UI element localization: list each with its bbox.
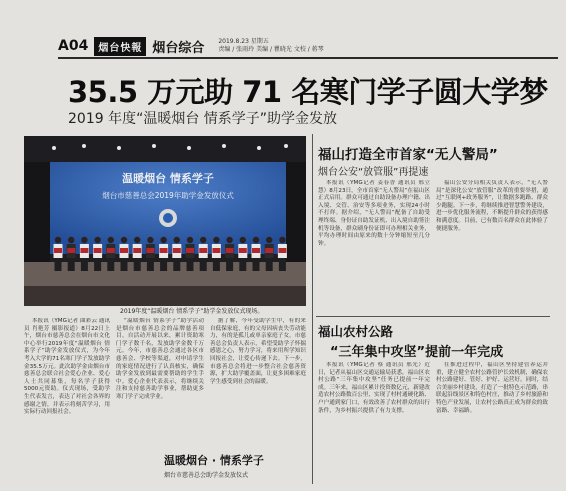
police-story-title: 福山打造全市首家“无人警局”	[318, 147, 498, 163]
photo-caption: 2019年度“温暖烟台 情系学子”助学金发放仪式现场。	[120, 308, 264, 315]
police-story-col-b	[436, 180, 548, 312]
main-story-col-1	[24, 318, 110, 486]
main-story-paragraph: 据了解，今年受助学生中，有的来自低保家庭，有的父母因病丧失劳动能力，有的是孤儿或单亲家庭子女。市慈善总会负责人表示，希望受助学子怀揣感恩之心，努力学习，将来用所学知识回报社会，让爱心传递下去。下一步，市慈善总会将进一步整合社会慈善资源，扩大助学覆盖面，让更多困难家庭学生感受到社会的温暖。	[210, 318, 306, 385]
masthead	[58, 36, 558, 56]
main-headline: 35.5 万元助 71 名寒门学子圆大学梦	[68, 75, 548, 109]
roads-story-paragraph: 本报讯（YMG记者 蔡 通讯员 邢光）近日，记者从福山区交通运输局获悉，福山区农村公路“三年集中攻坚”任务已提前一年完成。三年来，福山区累计投资数亿元，新建改造农村公路数百公里，实现了村村通硬化路、户户通到家门口，有效改善了农村群众的出行条件，为乡村振兴提供了有力支撑。	[318, 362, 430, 414]
roads-story-title: 福山农村公路	[318, 324, 394, 339]
police-story-paragraph: 福山公安分局相关负责人表示，“无人警局”是深化公安“放管服”改革的重要举措，通过“互联网+政务服务”，让数据多跑路、群众少跑腿。下一步，将继续推进智慧警务建设，进一步优化服务流程，不断提升群众的获得感和满意度。目前，已有数百名群众在此体验了便捷服务。	[436, 180, 548, 232]
promo-title: 温暖烟台 · 情系学子	[164, 454, 264, 467]
photo-banner-line1: 温暖烟台 情系学子	[122, 172, 214, 185]
photo-banner-line2: 烟台市慈善总会2019年助学金发放仪式	[102, 191, 234, 200]
police-story-paragraph: 本报讯（YMG记者 姜春香 通讯员 邢立慧）8月23日，全市首家“无人警局”在福山区正式启用。群众可通过自助设备办理户籍、出入境、交管、治安等多项业务，实现24小时不打烊。据介绍，“无人警局”配备了自助受理终端、身份证自助发证机、出入境自助签注机等设备，群众刷身份证即可办理相关业务，平均办理时间由原来的数十分钟缩短至几分钟。	[318, 180, 430, 247]
editors-credit: 责编 / 张雨玲 美编 / 瞿晓光 文校 / 蒋琴	[218, 46, 324, 53]
roads-story-subtitle: “三年集中攻坚”提前一年完成	[330, 345, 504, 360]
main-story-col-2	[116, 318, 204, 448]
section-title: 烟台综合	[152, 40, 205, 56]
main-story-col-3	[210, 318, 306, 448]
event-photo	[24, 136, 306, 306]
police-story-col-a	[318, 180, 430, 312]
column-divider	[312, 134, 313, 484]
promo-box	[164, 452, 314, 486]
masthead-meta	[218, 38, 323, 54]
newspaper-logo: 烟台快報	[94, 37, 146, 56]
main-story-paragraph: “温暖烟台 情系学子”助学活动是烟台市慈善总会的品牌慈善项目。自活动开展以来，累计资助寒门学子数千名，发放助学金数千万元。今年，市慈善总会通过各区市慈善会、学校等渠道，对申请学生的家庭情况进行了认真核实，确保助学金发放到最需要帮助的学生手中。爱心企业代表表示，将继续关注和支持慈善助学事业，帮助更多寒门学子完成学业。	[116, 318, 204, 400]
roads-story-col-b	[436, 362, 548, 486]
page-number: A04	[58, 38, 89, 54]
promo-subtitle: 烟台市慈善总会助学金发放仪式	[164, 472, 249, 479]
main-story-paragraph: 本报讯（YMG记者 曲彩云 通讯员 肖艳芳 摄影报道）8月22日上午，烟台市慈善总会在烟台市文化中心举行2019年度“温暖烟台 情系学子”助学金发放仪式，为今年考入大学的71名寒门学子发放助学金35.5万元。此次助学金由烟台市慈善总会联合社会爱心企业、爱心人士共同募集，每名学子获得5000元资助。仪式现场，受助学生代表发言，表达了对社会各界的感谢之情，并表示将刻苦学习，用实际行动回报社会。	[24, 318, 110, 416]
roads-story-paragraph: 在推进过程中，福山区坚持建管养运并重，建立健全农村公路管护长效机制，确保农村公路建好、管好、护好、运营好。同时，结合美丽乡村建设，打造了一批特色示范路，串联起沿线景区和特色村庄，推动了乡村旅游和特色产业发展，让农村公路真正成为群众的致富路、幸福路。	[436, 362, 548, 414]
main-subhead: 2019 年度“温暖烟台 情系学子”助学金发放	[68, 111, 338, 127]
roads-story-col-a	[318, 362, 430, 486]
masthead-rule	[58, 57, 558, 59]
story-divider	[316, 316, 550, 317]
police-story-subtitle: 烟台公安“放管服”再提速	[318, 167, 429, 178]
event-photo-illustration	[24, 136, 306, 306]
issue-date: 2019.8.23 星期五	[218, 38, 269, 45]
